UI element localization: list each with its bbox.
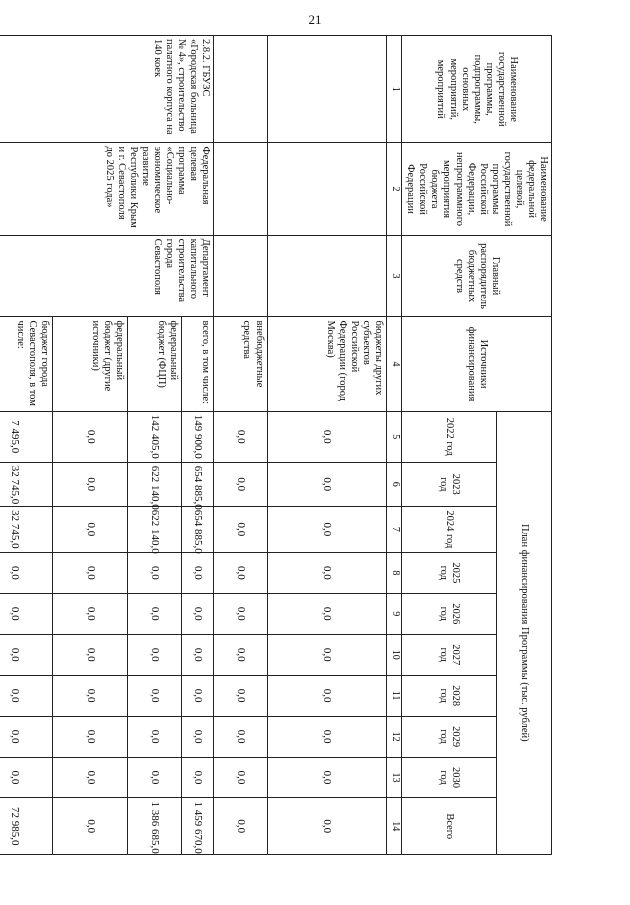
federal-program-cell bbox=[267, 143, 387, 235]
year-value-cell: 0,0 bbox=[52, 593, 127, 634]
year-value-cell: 622 140,0 bbox=[128, 506, 181, 552]
year-value-cell: 0,0 bbox=[214, 552, 267, 593]
year-value-cell: 0,0 bbox=[267, 593, 387, 634]
year-value-cell: 0,0 bbox=[214, 634, 267, 675]
header-budget-manager: Главный распорядитель бюджетных средств bbox=[402, 235, 552, 317]
total-value-cell: 1 459 670,0 bbox=[181, 798, 213, 855]
program-name-cell bbox=[267, 36, 387, 143]
header-financing-plan: План финансирования Программы (тыс. рублей) bbox=[496, 411, 551, 854]
financing-source-cell: всего, в том числе: bbox=[181, 317, 213, 411]
year-value-cell: 654 885,0 bbox=[181, 506, 213, 552]
year-value-cell: 142 405,0 bbox=[128, 411, 181, 462]
federal-program-cell bbox=[214, 143, 267, 235]
header-total: Всего bbox=[402, 798, 496, 855]
header-year: 2029 год bbox=[402, 716, 496, 757]
header-year: 2030 год bbox=[402, 757, 496, 798]
year-value-cell: 0,0 bbox=[52, 757, 127, 798]
year-value-cell: 0,0 bbox=[181, 716, 213, 757]
header-program-name: Наименование государственной программы, подпрограммы, основных мероприятий, мероприятий bbox=[402, 36, 552, 143]
financing-table bbox=[0, 35, 552, 855]
program-name-cell bbox=[214, 36, 267, 143]
year-value-cell: 0,0 bbox=[214, 757, 267, 798]
column-index: 14 bbox=[387, 798, 402, 855]
year-value-cell: 0,0 bbox=[128, 757, 181, 798]
year-value-cell: 0,0 bbox=[214, 411, 267, 462]
column-index: 13 bbox=[387, 757, 402, 798]
year-value-cell: 0,0 bbox=[52, 506, 127, 552]
column-index: 7 bbox=[387, 506, 402, 552]
header-federal-program: Наименование федеральной целевой, государственной программы Российской Федерации, непрограммного мероприятия бюджета Российской Федерации bbox=[402, 143, 552, 235]
column-index-row bbox=[387, 36, 402, 855]
year-value-cell: 32 745,0 bbox=[0, 462, 52, 506]
column-index: 9 bbox=[387, 593, 402, 634]
financing-table-sheet bbox=[9, 35, 552, 855]
financing-source-cell: федеральный бюджет (другие источники) bbox=[52, 317, 127, 411]
year-value-cell: 0,0 bbox=[128, 716, 181, 757]
year-value-cell: 0,0 bbox=[128, 593, 181, 634]
header-year: 2024 год bbox=[402, 506, 496, 552]
year-value-cell: 0,0 bbox=[0, 757, 52, 798]
budget-manager-cell: Департамент капитального строительства города Севастополя bbox=[0, 235, 214, 317]
year-value-cell: 0,0 bbox=[52, 634, 127, 675]
year-value-cell: 0,0 bbox=[267, 462, 387, 506]
year-value-cell: 654 885,0 bbox=[181, 462, 213, 506]
year-value-cell: 0,0 bbox=[0, 634, 52, 675]
year-value-cell: 0,0 bbox=[0, 593, 52, 634]
program-name-cell: 2.8.2. ГБУЗС «Городская больница № 4», строительство палатного корпуса на 140 коек bbox=[0, 36, 214, 143]
header-year: 2028 год bbox=[402, 675, 496, 716]
year-value-cell: 0,0 bbox=[214, 716, 267, 757]
column-index: 6 bbox=[387, 462, 402, 506]
year-value-cell: 0,0 bbox=[181, 552, 213, 593]
column-index: 2 bbox=[387, 143, 402, 235]
year-value-cell: 0,0 bbox=[267, 552, 387, 593]
header-year: 2023 год bbox=[402, 462, 496, 506]
table-row bbox=[181, 36, 213, 855]
year-value-cell: 0,0 bbox=[214, 506, 267, 552]
year-value-cell: 0,0 bbox=[267, 634, 387, 675]
year-value-cell: 0,0 bbox=[267, 716, 387, 757]
financing-source-cell: федеральный бюджет (ФЦП) bbox=[128, 317, 181, 411]
page-number: 21 bbox=[308, 12, 322, 27]
financing-source-cell: бюджет города Севастополя, в том числе: bbox=[0, 317, 52, 411]
year-value-cell: 0,0 bbox=[52, 411, 127, 462]
header-year: 2022 год bbox=[402, 411, 496, 462]
year-value-cell: 0,0 bbox=[128, 634, 181, 675]
header-row-plan bbox=[496, 36, 551, 855]
column-index: 12 bbox=[387, 716, 402, 757]
year-value-cell: 0,0 bbox=[181, 675, 213, 716]
year-value-cell: 0,0 bbox=[128, 675, 181, 716]
year-value-cell: 0,0 bbox=[267, 675, 387, 716]
column-index: 11 bbox=[387, 675, 402, 716]
header-year: 2025 год bbox=[402, 552, 496, 593]
year-value-cell: 0,0 bbox=[181, 593, 213, 634]
year-value-cell: 0,0 bbox=[0, 552, 52, 593]
budget-manager-cell bbox=[267, 235, 387, 317]
year-value-cell: 0,0 bbox=[181, 757, 213, 798]
year-value-cell: 0,0 bbox=[214, 675, 267, 716]
year-value-cell: 7 495,0 bbox=[0, 411, 52, 462]
total-value-cell: 72 985,0 bbox=[0, 798, 52, 855]
year-value-cell: 0,0 bbox=[52, 675, 127, 716]
year-value-cell: 0,0 bbox=[267, 757, 387, 798]
year-value-cell: 0,0 bbox=[128, 552, 181, 593]
header-year: 2027 год bbox=[402, 634, 496, 675]
column-index: 5 bbox=[387, 411, 402, 462]
year-value-cell: 0,0 bbox=[52, 716, 127, 757]
year-value-cell: 0,0 bbox=[214, 593, 267, 634]
financing-source-cell: внебюджетные средства bbox=[214, 317, 267, 411]
header-year: 2026 год bbox=[402, 593, 496, 634]
column-index: 1 bbox=[387, 36, 402, 143]
year-value-cell: 0,0 bbox=[52, 462, 127, 506]
column-index: 10 bbox=[387, 634, 402, 675]
year-value-cell: 0,0 bbox=[0, 675, 52, 716]
budget-manager-cell bbox=[214, 235, 267, 317]
year-value-cell: 0,0 bbox=[267, 411, 387, 462]
total-value-cell: 0,0 bbox=[52, 798, 127, 855]
column-index: 3 bbox=[387, 235, 402, 317]
year-value-cell: 0,0 bbox=[214, 462, 267, 506]
year-value-cell: 0,0 bbox=[0, 716, 52, 757]
table-row bbox=[214, 36, 267, 855]
year-value-cell: 32 745,0 bbox=[0, 506, 52, 552]
total-value-cell: 0,0 bbox=[214, 798, 267, 855]
year-value-cell: 0,0 bbox=[52, 552, 127, 593]
federal-program-cell: Федеральная целевая программа «Социально-экономическое развитие Республики Крым и г. Севастополя до 2025 года» bbox=[0, 143, 214, 235]
column-index: 4 bbox=[387, 317, 402, 411]
year-value-cell: 0,0 bbox=[267, 506, 387, 552]
column-index: 8 bbox=[387, 552, 402, 593]
total-value-cell: 1 386 685,0 bbox=[128, 798, 181, 855]
table-row bbox=[267, 36, 387, 855]
financing-source-cell: бюджеты других субъектов Российской Федерации (город Москва) bbox=[267, 317, 387, 411]
year-value-cell: 0,0 bbox=[181, 634, 213, 675]
year-value-cell: 149 900,0 bbox=[181, 411, 213, 462]
total-value-cell: 0,0 bbox=[267, 798, 387, 855]
year-value-cell: 622 140,0 bbox=[128, 462, 181, 506]
header-financing-source: Источники финансирования bbox=[402, 317, 552, 411]
